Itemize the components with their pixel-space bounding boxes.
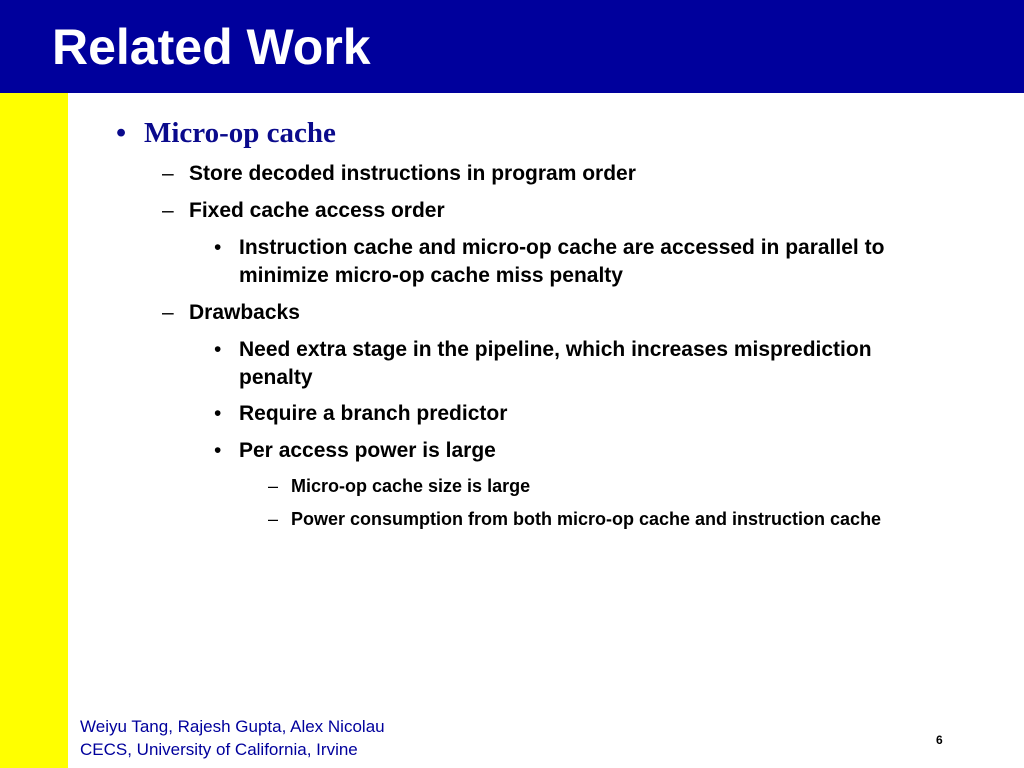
side-accent-bar — [0, 93, 68, 768]
level4-item-power-consumption — [268, 507, 888, 532]
sub-sub-item-text: Need extra stage in the pipeline, which increases misprediction penalty — [239, 338, 872, 389]
bullet-marker: • — [214, 439, 222, 462]
page-number: 6 — [936, 733, 943, 747]
level4-item-cache-size — [268, 474, 888, 499]
dash-marker: – — [268, 476, 279, 496]
sub-item-text: Drawbacks — [189, 301, 300, 324]
dash-marker: – — [162, 199, 174, 222]
footer-authors: Weiyu Tang, Rajesh Gupta, Alex Nicolau — [80, 717, 385, 736]
bullet-marker: • — [116, 117, 127, 149]
sub-sub-item-branch-predictor — [214, 400, 914, 428]
sub-item-text: Fixed cache access order — [189, 199, 445, 222]
bullet-marker: • — [214, 402, 222, 425]
bullet-marker: • — [214, 236, 222, 259]
slide-title: Related Work — [52, 19, 371, 75]
title-bar — [0, 0, 1024, 93]
sub-sub-item-text: Require a branch predictor — [239, 402, 508, 425]
bullet-marker: • — [214, 338, 222, 361]
sub-item-text: Store decoded instructions in program order — [189, 162, 636, 185]
level4-item-text: Micro-op cache size is large — [291, 476, 531, 496]
sub-sub-item-parallel-access — [214, 234, 914, 290]
bullet-text: Micro-op cache — [144, 117, 336, 149]
sub-sub-item-access-power — [214, 437, 914, 465]
sub-sub-item-extra-stage — [214, 336, 914, 392]
dash-marker: – — [268, 509, 279, 529]
level4-item-text: Power consumption from both micro-op cache and instruction cache — [291, 509, 882, 529]
sub-sub-item-text: Instruction cache and micro-op cache are accessed in parallel to minimize micro-op cache miss penalty — [239, 236, 885, 287]
sub-sub-item-text: Per access power is large — [239, 439, 496, 462]
dash-marker: – — [162, 301, 174, 324]
footer-affiliation: CECS, University of California, Irvine — [80, 740, 358, 759]
footer — [80, 715, 385, 761]
dash-marker: – — [162, 162, 174, 185]
